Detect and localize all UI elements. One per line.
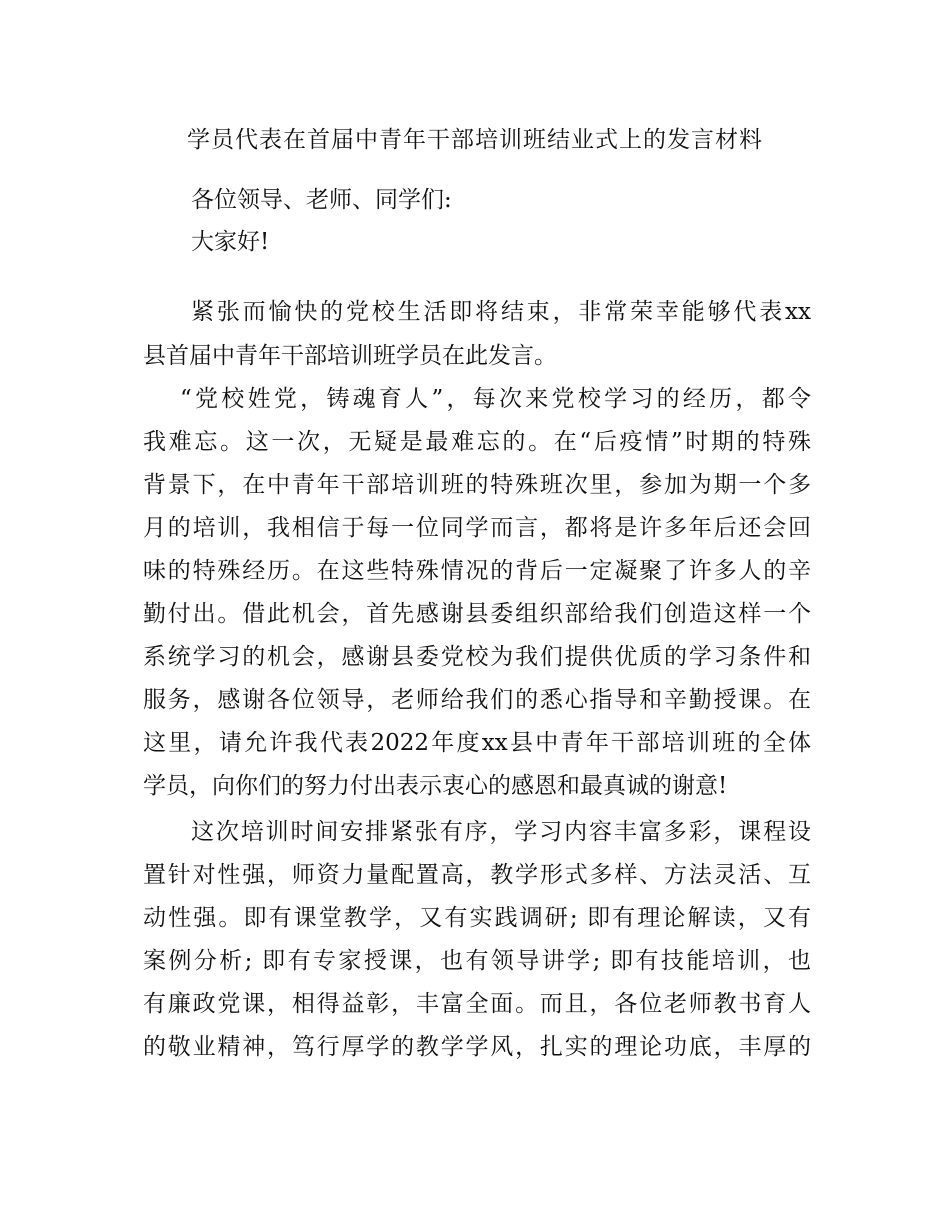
paragraph-1-line-2: 县首届中青年干部培训班学员在此发言。 [143, 343, 557, 369]
paragraph-2-line-6: 勤付出。借此机会，首先感谢县委组织部给我们创造这样一个 [143, 601, 811, 627]
paragraph-2-line-4: 月的培训，我相信于每一位同学而言，都将是许多年后还会回 [143, 515, 811, 541]
paragraph-1-line-1: 紧张而愉快的党校生活即将结束，非常荣幸能够代表xx [191, 299, 811, 325]
paragraph-2-line-8: 服务，感谢各位领导，老师给我们的悉心指导和辛勤授课。在 [143, 687, 811, 713]
paragraph-2-line-9: 这里，请允许我代表2022年度xx县中青年干部培训班的全体 [143, 730, 811, 756]
paragraph-2-line-10: 学员，向你们的努力付出表示衷心的感恩和最真诚的谢意! [143, 773, 728, 799]
paragraph-3-line-4: 案例分析; 即有专家授课，也有领导讲学; 即有技能培训，也 [143, 948, 811, 974]
paragraph-2-line-1: “党校姓党，铸魂育人”，每次来党校学习的经历，都令 [180, 386, 811, 412]
paragraph-2-line-2: 我难忘。这一次，无疑是最难忘的。在“后疫情”时期的特殊 [143, 429, 811, 455]
paragraph-3-line-6: 的敬业精神，笃行厚学的教学学风，扎实的理论功底，丰厚的 [143, 1034, 811, 1060]
greeting: 大家好! [191, 229, 270, 255]
paragraph-2-line-7: 系统学习的机会，感谢县委党校为我们提供优质的学习条件和 [143, 644, 811, 670]
paragraph-3-line-3: 动性强。即有课堂教学，又有实践调研; 即有理论解读，又有 [143, 905, 811, 931]
document-title: 学员代表在首届中青年干部培训班结业式上的发言材料 [187, 127, 763, 153]
paragraph-2-line-5: 味的特殊经历。在这些特殊情况的背后一定凝聚了许多人的辛 [143, 558, 811, 584]
paragraph-3-line-2: 置针对性强，师资力量配置高，教学形式多样、方法灵活、互 [143, 862, 811, 888]
paragraph-2-line-3: 背景下，在中青年干部培训班的特殊班次里，参加为期一个多 [143, 472, 811, 498]
paragraph-3-line-1: 这次培训时间安排紧张有序，学习内容丰富多彩，课程设 [191, 819, 811, 845]
paragraph-3-line-5: 有廉政党课，相得益彰，丰富全面。而且，各位老师教书育人 [143, 991, 811, 1017]
salutation: 各位领导、老师、同学们: [191, 187, 452, 213]
